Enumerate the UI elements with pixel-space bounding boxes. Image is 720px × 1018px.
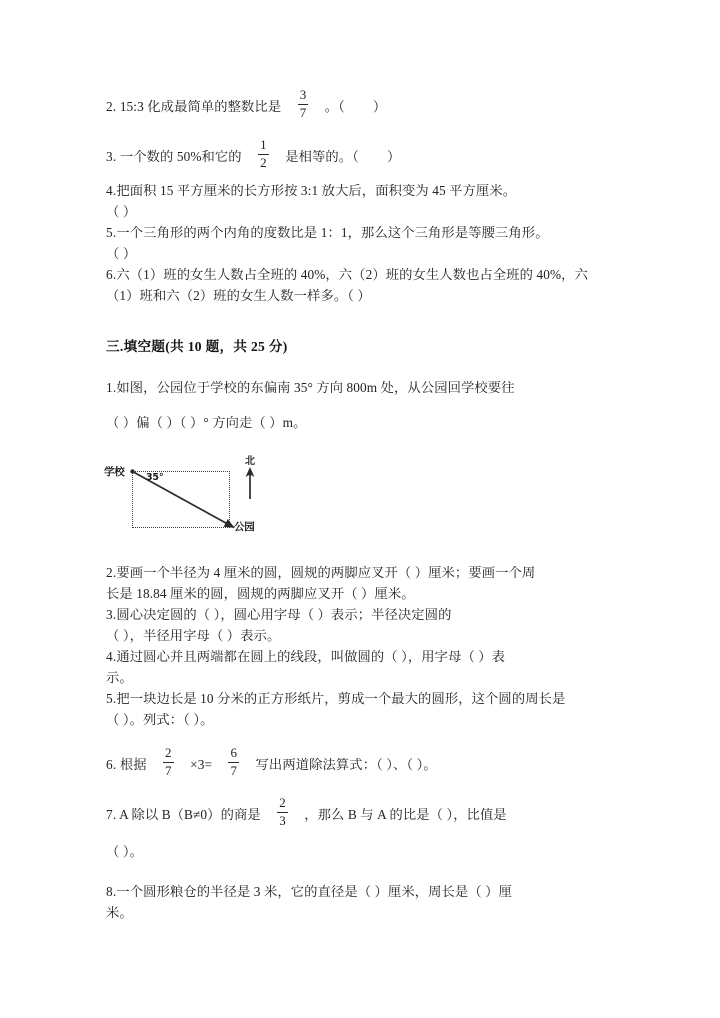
question-text-tail[interactable]: ，那么 B 与 A 的比是（ ），比值是 <box>304 807 507 823</box>
question-number: 1. <box>106 380 117 396</box>
fraction-denominator: 7 <box>165 762 172 778</box>
question-item <box>106 180 616 201</box>
question-item <box>106 881 616 902</box>
question-number: 3. <box>106 607 117 623</box>
question-text: 把面积 15 平方厘米的长方形按 3:1 放大后，面积变为 45 平方厘米。 <box>116 183 517 199</box>
question-text-tail[interactable]: 写出两道除法算式：（ ）、（ ）。 <box>255 757 437 773</box>
question-number: 2. <box>106 565 117 581</box>
answer-blank[interactable]: （ ）。 <box>106 844 143 860</box>
question-text: 要画一个半径为 4 厘米的圆，圆规的两脚应叉开（ ）厘米；要画一个周 <box>116 565 536 581</box>
question-number: 6. <box>106 267 117 283</box>
question-text[interactable]: 长是 18.84 厘米的圆，圆规的两脚应叉开（ ）厘米。 <box>106 586 415 602</box>
question-text-continued[interactable] <box>106 709 616 730</box>
question-text-tail: 是相等的。（ <box>285 149 359 165</box>
north-label: 北 <box>245 456 255 468</box>
question-number: 5. <box>106 225 117 241</box>
question-item <box>106 646 616 667</box>
fraction-denominator: 3 <box>279 812 286 828</box>
question-number: 7. <box>106 807 117 823</box>
fraction <box>258 138 269 169</box>
question-number: 5. <box>106 691 117 707</box>
blank-close-paren: ） <box>386 149 401 165</box>
fraction <box>163 746 174 777</box>
question-number: 2. <box>106 99 117 115</box>
angle-label: 35° <box>146 472 164 484</box>
question-item <box>106 138 616 169</box>
question-answer-line[interactable] <box>106 412 616 433</box>
question-text: （1）班和六（2）班的女生人数一样多。（ ） <box>106 288 371 304</box>
answer-blank[interactable]: （ ）偏（ ）（ ）° 方向走（ ）m。 <box>106 415 307 431</box>
question-text-continued <box>106 285 616 306</box>
question-text: 15:3 化成最简单的整数比是 <box>119 99 282 115</box>
question-text: A 除以 B（B≠0）的商是 <box>119 807 261 823</box>
question-text: 根据 <box>119 757 147 773</box>
answer-blank[interactable] <box>348 99 369 114</box>
question-item <box>106 88 616 119</box>
question-text: 一个数的 50%和它的 <box>119 149 242 165</box>
fraction <box>228 746 239 777</box>
question-text-continued <box>106 902 616 923</box>
question-text: 圆心决定圆的（ ），圆心用字母（ ）表示；半径决定圆的 <box>116 607 452 623</box>
question-item <box>106 377 616 398</box>
question-item <box>106 222 616 243</box>
answer-blank[interactable]: （ ） <box>106 204 137 220</box>
worksheet-content <box>106 88 616 923</box>
question-text: 把一块边长是 10 分米的正方形纸片，剪成一个最大的圆形，这个圆的周长是 <box>116 691 566 707</box>
question-text-continued <box>106 667 616 688</box>
question-number: 6. <box>106 757 117 773</box>
question-item <box>106 264 616 285</box>
north-arrow-icon <box>242 465 258 501</box>
direction-diagram <box>106 449 306 545</box>
diagram-diagonal-arrow <box>126 465 242 535</box>
fraction <box>277 796 288 827</box>
school-label: 学校 <box>104 466 125 479</box>
question-item <box>106 746 616 777</box>
question-answer-line[interactable] <box>106 243 616 264</box>
park-label: 公园 <box>234 521 255 534</box>
question-text[interactable]: （ ），半径用字母（ ）表示。 <box>106 628 281 644</box>
blank-close-paren: ） <box>372 99 387 115</box>
section-heading: 三.填空题(共 10 题，共 25 分) <box>106 339 288 355</box>
fraction-numerator: 1 <box>260 137 267 153</box>
question-text: 米。 <box>106 905 133 921</box>
fraction-numerator: 3 <box>299 87 307 102</box>
question-answer-line[interactable] <box>106 841 616 862</box>
answer-blank[interactable] <box>362 149 383 164</box>
question-text: 六（1）班的女生人数占全班的 40%，六（2）班的女生人数也占全班的 40%，六 <box>116 267 588 283</box>
question-item <box>106 562 616 583</box>
question-text: 通过圆心并且两端都在圆上的线段，叫做圆的（ ），用字母（ ）表 <box>116 649 506 665</box>
answer-blank[interactable]: （ ） <box>106 246 137 262</box>
question-item <box>106 604 616 625</box>
fraction-denominator: 7 <box>299 104 307 120</box>
question-text: 如图，公园位于学校的东偏南 35° 方向 800m 处，从公园回学校要往 <box>116 380 515 396</box>
question-operator: ×3= <box>190 757 213 773</box>
question-text-tail: 。（ <box>324 99 345 115</box>
question-number: 4. <box>106 649 117 665</box>
question-number: 3. <box>106 149 117 165</box>
question-number: 4. <box>106 183 117 199</box>
fraction-numerator: 6 <box>230 745 238 761</box>
question-text-continued[interactable] <box>106 625 616 646</box>
fraction-denominator: 7 <box>230 762 238 778</box>
question-answer-line[interactable] <box>106 201 616 222</box>
question-text-continued[interactable] <box>106 583 616 604</box>
question-text: 一个圆形粮仓的半径是 3 米，它的直径是（ ）厘米，周长是（ ）厘 <box>116 884 512 900</box>
question-text[interactable]: （ ）。列式：（ ）。 <box>106 712 214 728</box>
question-number: 8. <box>106 884 117 900</box>
fraction <box>298 88 309 119</box>
question-text: 一个三角形的两个内角的度数比是 1：1，那么这个三角形是等腰三角形。 <box>116 225 549 241</box>
fraction-denominator: 2 <box>260 154 267 170</box>
question-item <box>106 796 616 827</box>
fraction-numerator: 2 <box>165 745 172 761</box>
fraction-numerator: 2 <box>279 795 286 811</box>
question-text: 示。 <box>106 670 133 686</box>
question-item <box>106 688 616 709</box>
